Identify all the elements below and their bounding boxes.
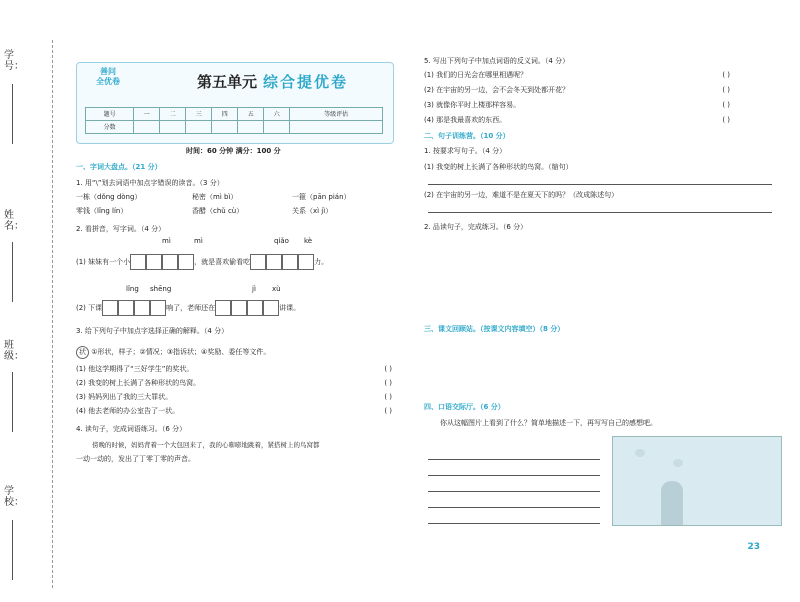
answer-paren[interactable]: ( ) xyxy=(722,71,730,79)
writing-lines[interactable] xyxy=(428,444,600,524)
q3: 3. 给下列句子中加点字选择正确的解释。（4 分） xyxy=(76,327,229,335)
q3d: (3) 妈妈列出了我的三大罪状。 xyxy=(76,393,173,401)
answer-paren[interactable]: ( ) xyxy=(384,379,392,387)
section-3-title: 三、课文回顾站。（按课文内容填空）（8 分） xyxy=(424,325,565,333)
q3b: (2) 我变的树上长满了各种形状的鸟窝。 xyxy=(76,379,201,387)
q3-key: 状 ①形状，样子；②情况；③指诉状；④奖励、委任等文件。 xyxy=(76,346,270,359)
child-figure xyxy=(661,481,683,525)
q2-1a: (1) 我变的树上长满了各种形状的鸟窝。（缩句） xyxy=(424,163,573,171)
answer-paren[interactable]: ( ) xyxy=(722,86,730,94)
id-label: 学号： xyxy=(4,50,24,72)
pinyin-1: mì xyxy=(162,237,171,245)
q5d: (4) 那是我最喜欢的东西。 xyxy=(424,116,507,124)
q1d: 零钱（lǐng lín） xyxy=(76,207,128,215)
page-number: 23 xyxy=(747,542,760,552)
pinyin-3: qiǎo xyxy=(274,237,289,245)
q2: 2. 看拼音，写字词。（4 分） xyxy=(76,225,166,233)
pinyin-8: xù xyxy=(272,285,281,293)
school-line[interactable] xyxy=(12,520,13,580)
section-2-title: 二、句子训练营。（10 分） xyxy=(424,132,510,140)
answer-paren[interactable]: ( ) xyxy=(384,393,392,401)
name-label: 姓名： xyxy=(4,210,24,232)
answer-paren[interactable]: ( ) xyxy=(722,101,730,109)
answer-paren[interactable]: ( ) xyxy=(722,116,730,124)
section-4-title: 四、口语交际厅。（6 分） xyxy=(424,403,505,411)
jellyfish-icon xyxy=(635,449,645,457)
time-score: 时间：60 分钟 满分：100 分 xyxy=(186,147,281,155)
q1a: 一栋（dǒng dòng） xyxy=(76,193,142,201)
answer-line[interactable] xyxy=(428,184,772,185)
q2d: (2) 下课 响了，老师还在 讲课。 xyxy=(76,300,300,316)
q4: 4. 读句子，完成词语练习。（6 分） xyxy=(76,425,187,433)
q1f: 关系（xì jì） xyxy=(292,207,333,215)
answer-line[interactable] xyxy=(428,212,772,213)
pinyin-6: shēng xyxy=(150,285,172,293)
pinyin-4: kè xyxy=(304,237,313,245)
page-title: 第五单元 综合提优卷 xyxy=(197,73,349,91)
q4-text-2: 一动一动的，发出了丁零丁零的声音。 xyxy=(76,455,195,463)
answer-paren[interactable]: ( ) xyxy=(384,407,392,415)
q2-1: 1. 按要求写句子。（4 分） xyxy=(424,147,507,155)
q4-text-1: 傍晚的时候，妈妈背着一个大包回来了，我的心嘭嘭地跳着，紧搭树上的鸟窝都 xyxy=(92,441,320,449)
class-line[interactable] xyxy=(12,372,13,432)
logo: 善问 全优卷 xyxy=(96,67,120,86)
binding-margin xyxy=(0,0,62,602)
q2a: (1) 妹妹有一个小 ，就是喜欢偷看吃 力。 xyxy=(76,254,328,270)
pinyin-7: jì xyxy=(252,285,256,293)
name-line[interactable] xyxy=(12,242,13,302)
answer-paren[interactable]: ( ) xyxy=(384,365,392,373)
q1e: 香醋（chǔ cù） xyxy=(192,207,244,215)
pinyin-5: lǐng xyxy=(126,285,139,293)
section-4-question: 你从这幅图片上看到了什么？简单地描述一下，再写写自己的感想吧。 xyxy=(440,419,657,427)
q3a: (1) 他这学期得了“三好学生”的奖状。 xyxy=(76,365,194,373)
q5: 5. 写出下列句子中加点词语的反义词。（4 分） xyxy=(424,57,570,65)
q2-1b: (2) 在宇宙的另一边，难道不是在夏天下的吗？（改成陈述句） xyxy=(424,191,619,199)
q1: 1. 用“\”划去词语中加点字错误的读音。（3 分） xyxy=(76,179,224,187)
test-header xyxy=(76,62,394,144)
score-table: 题号 一 二 三 四 五 六 等级评估 分数 xyxy=(85,107,383,134)
aquarium-picture xyxy=(612,436,782,526)
jellyfish-icon xyxy=(673,459,683,467)
pinyin-2: mì xyxy=(194,237,203,245)
school-label: 学校： xyxy=(4,486,24,508)
class-label: 班级： xyxy=(4,340,24,362)
q3e: (4) 他去老师的办公室告了一状。 xyxy=(76,407,180,415)
q5c: (3) 就像你平时上楼那样容易。 xyxy=(424,101,521,109)
q5a: (1) 我们的日光会在哪里相遇呢？ xyxy=(424,71,528,79)
id-line[interactable] xyxy=(12,84,13,144)
q5b: (2) 在宇宙的另一边，会不会冬天到处都开花？ xyxy=(424,86,570,94)
section-1-title: 一、字词大盘点。（21 分） xyxy=(76,163,162,171)
q2-2: 2. 品读句子，完成练习。（6 分） xyxy=(424,223,528,231)
q1b: 秘密（mì bì） xyxy=(192,193,238,201)
cut-line xyxy=(52,40,53,588)
q1c: 一箍（pān pián） xyxy=(292,193,351,201)
